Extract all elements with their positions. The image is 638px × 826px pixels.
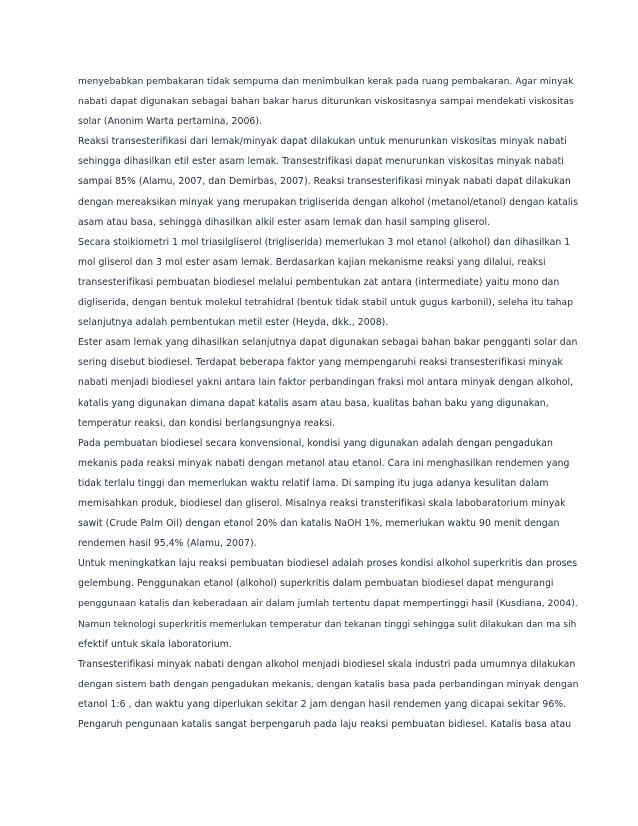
text-line: Reaksi transesterifikasi dari lemak/minyak dapat dilakukan untuk menurunkan viskositas minyak nabati	[78, 136, 567, 148]
text-line: Untuk meningkatkan laju reaksi pembuatan biodiesel adalah proses kondisi alkohol superkritis dan proses	[78, 558, 578, 570]
text-line: sering disebut biodiesel. Terdapat beberapa faktor yang mempengaruhi reaksi transesterifikasi minyak	[78, 357, 563, 369]
document-body	[78, 72, 578, 735]
text-line: Secara stoikiometri 1 mol triasilgliserol (trigliserida) memerlukan 3 mol etanol (alkohol) dan dihasilkan 1	[78, 236, 571, 248]
text-line: sehingga dihasilkan etil ester asam lemak. Transestrifikasi dapat menurunkan viskositas minyak nabati	[78, 156, 564, 168]
text-line: mol gliserol dan 3 mol ester asam lemak. Berdasarkan kajian mekanisme reaksi yang dilalui, reaksi	[78, 256, 546, 268]
text-line: efektif untuk skala laboratorium.	[78, 638, 232, 650]
text-line: asam atau basa, sehingga dihasilkan alkil ester asam lemak dan hasil samping gliserol.	[78, 216, 491, 228]
text-line: selanjutnya adalah pembentukan metil ester (Heyda, dkk., 2008).	[78, 317, 389, 329]
text-line: temperatur reaksi, dan kondisi berlangsungnya reaksi.	[78, 417, 336, 429]
text-line: digliserida, dengan bentuk molekul tetrahidral (bentuk tidak stabil untuk gugus karbonil), seleha itu tahap	[78, 297, 574, 309]
text-line: sawit (Crude Palm Oil) dengan etanol 20% dan katalis NaOH 1%, memerlukan waktu 90 menit dengan	[78, 518, 560, 530]
text-line: Namun teknologi superkritis memerlukan temperatur dan tekanan tinggi sehingga sulit dilakukan dan ma sih	[78, 619, 577, 630]
text-line: menyebabkan pembakaran tidak sempurna dan menimbulkan kerak pada ruang pembakaran. Agar minyak	[78, 77, 574, 87]
text-line: etanol 1:6 , dan waktu yang diperlukan sekitar 2 jam dengan hasil rendemen yang dicapai sekitar 96%.	[78, 698, 567, 710]
text-line: nabati menjadi biodiesel yakni antara lain faktor perbandingan fraksi mol antara minyak dengan alkohol,	[78, 377, 574, 389]
text-line: katalis yang digunakan dimana dapat katalis asam atau basa, kualitas bahan baku yang digunakan,	[78, 397, 549, 409]
text-line: sampai 85% (Alamu, 2007, dan Demirbas, 2007). Reaksi transesterifikasi minyak nabati dapat dilakukan	[78, 176, 571, 188]
text-line: rendemen hasil 95,4% (Alamu, 2007).	[78, 538, 257, 550]
text-line: Pada pembuatan biodiesel secara konvensional, kondisi yang digunakan adalah dengan pengadukan	[78, 437, 553, 449]
text-line: tidak terlalu tinggi dan memerlukan waktu relatif lama. Di samping itu juga adanya kesulitan dalam	[78, 477, 549, 489]
text-line: Ester asam lemak yang dihasilkan selanjutnya dapat digunakan sebagai bahan bakar pengganti solar dan	[78, 337, 578, 349]
text-line: dengan mereaksikan minyak yang merupakan trigliserida dengan alkohol (metanol/etanol) dengan katalis	[78, 196, 579, 208]
text-line: Transesterifikasi minyak nabati dengan alkohol menjadi biodiesel skala industri pada umumnya dilakukan	[78, 658, 576, 670]
text-line: transesterifikasi pembuatan biodiesel melalui pembentukan zat antara (intermediate) yaitu mono dan	[78, 276, 560, 288]
text-line: Pengaruh pengunaan katalis sangat berpengaruh pada laju reaksi pembuatan bidiesel. Katalis basa atau	[78, 719, 572, 730]
text-line: memisahkan produk, biodiesel dan gliserol. Misalnya reaksi transterifikasi skala labobaratorium minyak	[78, 497, 566, 509]
text-line: mekanis pada reaksi minyak nabati dengan metanol atau etanol. Cara ini menghasilkan rendemen yang	[78, 457, 570, 469]
text-line: nabati dapat digunakan sebagai bahan bakar harus diturunkan viskositasnya sampai mendekati viskositas	[78, 96, 574, 108]
text-line: gelembung. Penggunakan etanol (alkohol) superkritis dalam pembuatan biodiesel dapat mengurangi	[78, 578, 554, 590]
text-line: penggunaan katalis dan keberadaan air dalam jumlah tertentu dapat mempertinggi hasil (Kusdiana, 2004).	[78, 598, 578, 610]
text-line: dengan sistem bath dengan pengadukan mekanis, dengan katalis basa pada perbandingan minyak dengan	[78, 678, 579, 690]
text-line: solar (Anonim Warta pertamina, 2006).	[78, 116, 263, 128]
